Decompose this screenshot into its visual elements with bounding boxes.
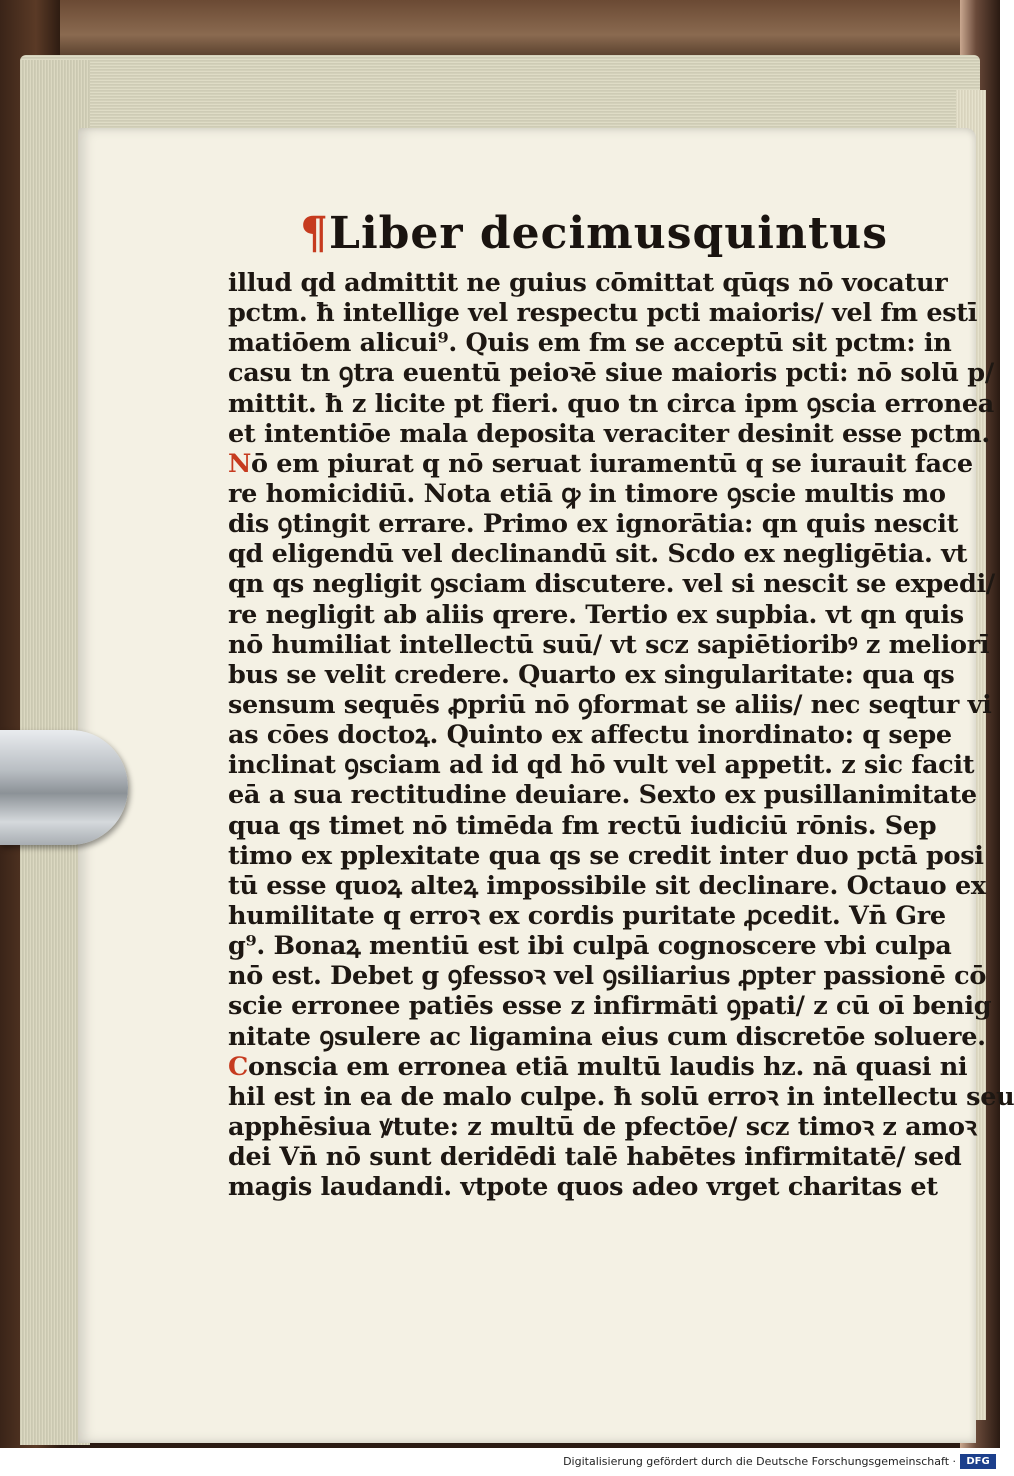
rubric-pilcrow: ¶: [300, 208, 329, 259]
text-line: [228, 298, 978, 329]
page-body-text: [228, 268, 1014, 1203]
running-title-text: Liber decimusquintus: [329, 208, 889, 259]
text-line-content: onscia em erronea etiā multū laudis hz. nā quasi ni: [248, 1051, 968, 1082]
text-line-content: mittit. ħ z licite pt fieri. quo tn circa ipm ꝯscia erronea: [228, 388, 994, 419]
text-line: [228, 599, 964, 630]
text-line: [228, 328, 952, 359]
text-line: [228, 991, 992, 1022]
text-line: [228, 1142, 962, 1173]
metal-clasp: [0, 730, 128, 845]
text-line-content: scie erronee patiēs esse z infirmāti ꝯpati/ z cū oī benig: [228, 991, 992, 1022]
text-line: [228, 358, 994, 389]
text-line: [228, 780, 977, 811]
text-line-content: re homicidiū. Nota etiā ꝙ in timore ꝯscie multis mo: [228, 478, 946, 509]
text-line-content: nō humiliat intellectū suū/ vt scz sapiētioribꝰ z meliorī: [228, 629, 990, 660]
text-line: [228, 720, 952, 751]
text-line-content: pctm. ħ intellige vel respectu pcti maioris/ vel fm estī: [228, 298, 978, 329]
text-line-content: apphēsiua ꝟtute: z multū de pfectōe/ scz timoꝛ z amoꝛ: [228, 1111, 977, 1142]
text-line: [228, 509, 959, 540]
text-line-content: dei Vn̄ nō sunt deridēdi talē habētes infirmitatē/ sed: [228, 1142, 962, 1173]
footer-bar: [0, 1448, 1000, 1476]
text-line-content: re negligit ab aliis qrere. Tertio ex supbia. vt qn quis: [228, 599, 964, 630]
text-line: [228, 900, 946, 931]
text-line-content: illud qd admittit ne guius cōmittat qūqs nō vocatur: [228, 268, 948, 298]
text-line-content: timo ex pplexitate qua qs se credit inter duo pctā posi: [228, 840, 984, 871]
text-line: [228, 1111, 977, 1142]
text-line-content: bus se velit credere. Quarto ex singularitate: qua qs: [228, 659, 955, 690]
text-line-content: qn qs negligit ꝯsciam discutere. vel si nescit se expedi/: [228, 569, 995, 600]
footer-credit: Digitalisierung gefördert durch die Deutsche Forschungsgemeinschaft ·: [563, 1455, 956, 1468]
text-line: [228, 539, 968, 570]
text-line: [228, 629, 990, 660]
text-line-content: sensum sequēs ꝓpriū nō ꝯformat se aliis/ nec seqtur vi: [228, 689, 992, 720]
text-line: [228, 268, 948, 298]
text-line: [228, 1051, 968, 1082]
text-line-content: qd eligendū vel declinandū sit. Scdo ex negligētia. vt: [228, 539, 968, 570]
text-line-content: hil est in ea de malo culpe. ħ solū erroꝛ in intellectu seu: [228, 1081, 1014, 1112]
rubricated-initial: N: [228, 448, 252, 479]
text-line: [228, 750, 975, 781]
text-line-content: qua qs timet nō timēda fm rectū iudiciū rōnis. Sep: [228, 810, 937, 841]
text-line: [228, 961, 987, 992]
text-line-content: magis laudandi. vtpote quos adeo vrget charitas et: [228, 1172, 938, 1203]
text-line: [228, 840, 984, 871]
text-line-content: nō est. Debet g ꝯfessoꝛ vel ꝯsiliarius ꝓpter passionē cō: [228, 961, 987, 992]
text-line: [228, 569, 995, 600]
dfg-logo: DFG: [960, 1454, 996, 1469]
text-line: [228, 659, 955, 690]
running-title: [300, 208, 888, 259]
text-line-content: tū esse quoꝝ alteꝝ impossibile sit declinare. Octauo ex: [228, 870, 986, 901]
text-line-content: as cōes doctoꝝ. Quinto ex affectu inordinato: q sepe: [228, 720, 952, 751]
text-line: [228, 810, 937, 841]
text-line: [228, 478, 946, 509]
text-line: [228, 418, 990, 449]
text-line: [228, 1172, 938, 1203]
text-line: [228, 931, 952, 962]
rubricated-initial: C: [228, 1051, 248, 1082]
text-line-content: casu tn ꝯtra euentū peioꝛē siue maioris pcti: nō solū p/: [228, 358, 994, 389]
text-line-content: nitate ꝯsulere ac ligamina eius cum discretōe soluere.: [228, 1021, 986, 1052]
text-line-content: humilitate q erroꝛ ex cordis puritate ꝓcedit. Vn̄ Gre: [228, 900, 946, 931]
text-line-content: matiōem alicui⁹. Quis em fm se acceptū sit pctm: in: [228, 328, 952, 359]
text-line: [228, 1021, 986, 1052]
text-line-content: et intentiōe mala deposita veraciter desinit esse pctm.: [228, 418, 990, 449]
text-line-content: eā a sua rectitudine deuiare. Sexto ex pusillanimitate: [228, 780, 977, 811]
text-line: [228, 870, 986, 901]
text-line-content: ō em piurat q nō seruat iuramentū q se iurauit face: [251, 448, 973, 479]
text-line-content: g⁹. Bonaꝝ mentiū est ibi culpā cognoscere vbi culpa: [228, 931, 952, 962]
text-line-content: dis ꝯtingit errare. Primo ex ignorātia: qn quis nescit: [228, 509, 959, 540]
text-line-content: inclinat ꝯsciam ad id qd hō vult vel appetit. z sic facit: [228, 750, 975, 781]
text-line: [228, 689, 992, 720]
text-line: [228, 1081, 1014, 1112]
text-line: [228, 388, 994, 419]
text-line: [228, 448, 973, 479]
